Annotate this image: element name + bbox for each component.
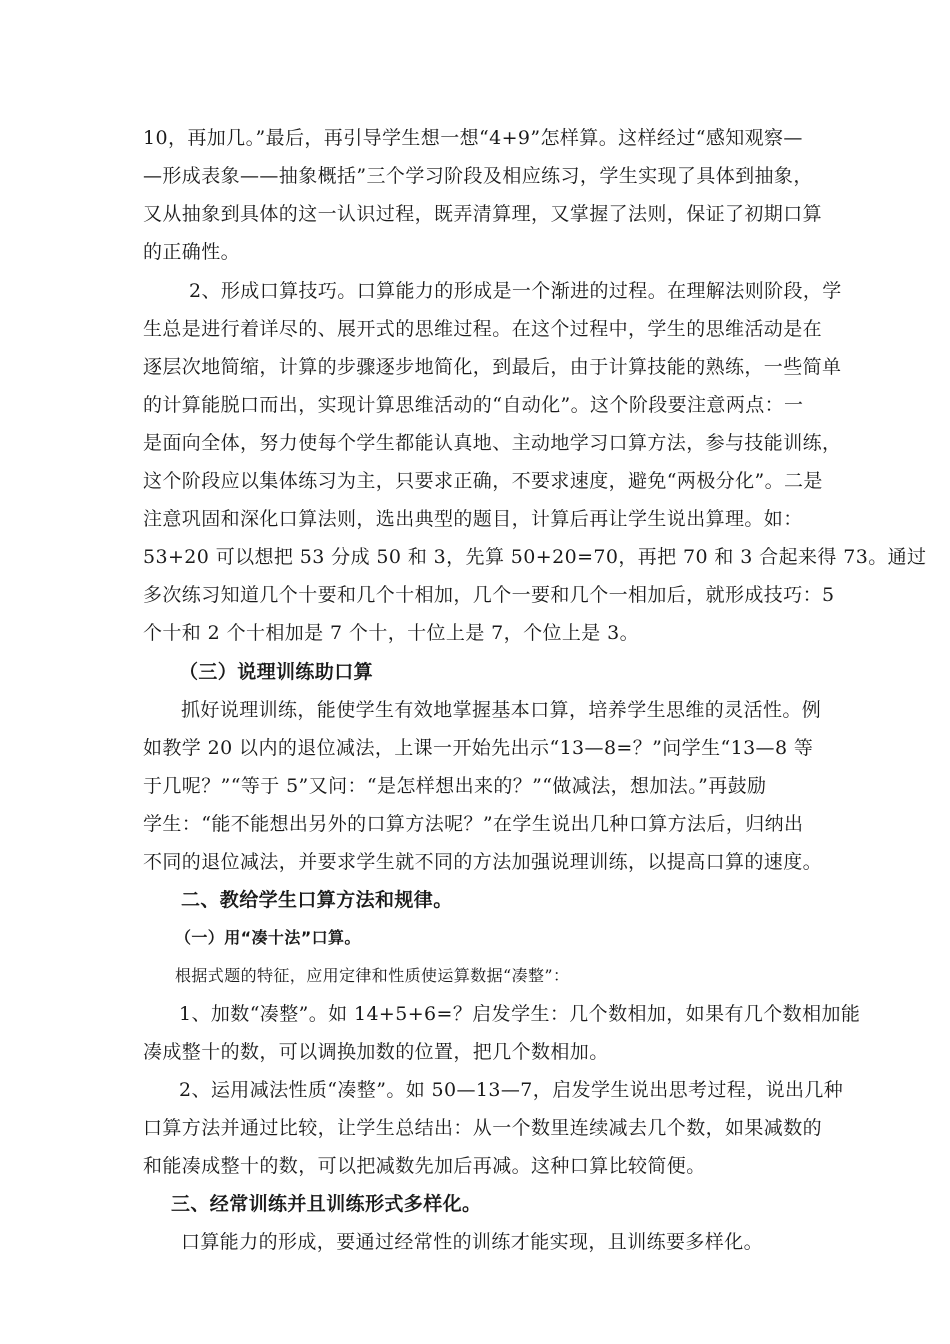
subsection-heading: （一）用“凑十法”口算。 bbox=[175, 928, 361, 947]
paragraph-line: 凑成整十的数，可以调换加数的位置，把几个数相加。 bbox=[143, 1041, 609, 1063]
paragraph-line: 学生：“能不能想出另外的口算方法呢？”在学生说出几种口算方法后，归纳出 bbox=[143, 813, 804, 835]
paragraph-line: 逐层次地简缩，计算的步骤逐步地简化，到最后，由于计算技能的熟练，一些简单 bbox=[143, 356, 842, 378]
paragraph-line: 不同的退位减法，并要求学生就不同的方法加强说理训练，以提高口算的速度。 bbox=[143, 851, 823, 873]
paragraph-line: 根据式题的特征，应用定律和性质使运算数据“凑整”： bbox=[175, 966, 570, 985]
paragraph-line: 10，再加几。”最后，再引导学生想一想“4+9”怎样算。这样经过“感知观察— bbox=[143, 127, 803, 149]
paragraph-line: 于几呢？”“等于 5”又问：“是怎样想出来的？”“做减法，想加法。”再鼓励 bbox=[143, 775, 767, 797]
paragraph-line: 口算能力的形成，要通过经常性的训练才能实现，且训练要多样化。 bbox=[181, 1231, 764, 1253]
paragraph-line: 是面向全体，努力使每个学生都能认真地、主动地学习口算方法，参与技能训练， bbox=[143, 432, 842, 454]
paragraph-line: 注意巩固和深化口算法则，选出典型的题目，计算后再让学生说出算理。如： bbox=[143, 508, 803, 530]
section-heading: （三）说理训练助口算 bbox=[179, 661, 374, 683]
paragraph-line: 的正确性。 bbox=[143, 241, 241, 263]
paragraph-line: 口算方法并通过比较，让学生总结出：从一个数里连续减去几个数，如果减数的 bbox=[143, 1117, 823, 1139]
paragraph-line: 如教学 20 以内的退位减法，上课一开始先出示“13—8=？”问学生“13—8 等 bbox=[143, 737, 814, 759]
paragraph-line: 抓好说理训练，能使学生有效地掌握基本口算，培养学生思维的灵活性。例 bbox=[181, 699, 822, 721]
paragraph-line: 这个阶段应以集体练习为主，只要求正确，不要求速度，避免“两极分化”。二是 bbox=[143, 470, 823, 492]
paragraph-line: 又从抽象到具体的这一认识过程，既弄清算理，又掌握了法则，保证了初期口算 bbox=[143, 203, 823, 225]
paragraph-line: 多次练习知道几个十要和几个十相加，几个一要和几个一相加后，就形成技巧：5 bbox=[143, 584, 835, 606]
paragraph-line: 个十和 2 个十相加是 7 个十，十位上是 7，个位上是 3。 bbox=[143, 622, 639, 644]
paragraph-line: 和能凑成整十的数，可以把减数先加后再减。这种口算比较简便。 bbox=[143, 1155, 706, 1177]
paragraph-line: —形成表象——抽象概括”三个学习阶段及相应练习，学生实现了具体到抽象， bbox=[143, 165, 813, 187]
paragraph-line: 生总是进行着详尽的、展开式的思维过程。在这个过程中，学生的思维活动是在 bbox=[143, 318, 823, 340]
paragraph-line: 2、运用减法性质“凑整”。如 50—13—7，启发学生说出思考过程，说出几种 bbox=[179, 1079, 844, 1101]
paragraph-line: 1、加数“凑整”。如 14+5+6=？启发学生：几个数相加，如果有几个数相加能 bbox=[179, 1003, 861, 1025]
paragraph-line: 2、形成口算技巧。口算能力的形成是一个渐进的过程。在理解法则阶段，学 bbox=[189, 280, 842, 302]
section-heading: 三、经常训练并且训练形式多样化。 bbox=[171, 1193, 482, 1215]
paragraph-line: 的计算能脱口而出，实现计算思维活动的“自动化”。这个阶段要注意两点：一 bbox=[143, 394, 804, 416]
paragraph-line: 53+20 可以想把 53 分成 50 和 3，先算 50+20=70，再把 70 和 3 合起来得 73。通过 bbox=[143, 546, 927, 568]
section-heading: 二、教给学生口算方法和规律。 bbox=[181, 889, 453, 911]
